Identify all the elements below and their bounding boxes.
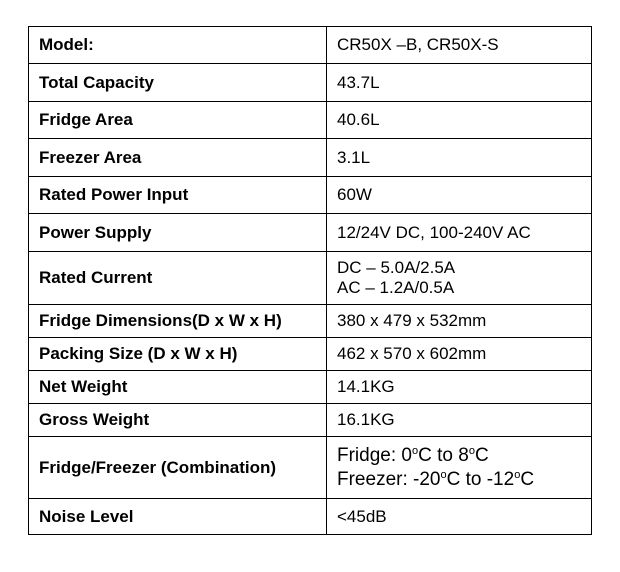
fridge-temp-range [337, 444, 591, 468]
row-value: 43.7L [327, 64, 592, 102]
row-label: Total Capacity [29, 64, 327, 102]
unit-label: C [474, 444, 489, 466]
row-label: Packing Size (D x W x H) [29, 338, 327, 371]
table-row [29, 499, 592, 535]
degree-symbol: o [440, 468, 447, 481]
table-row [29, 437, 592, 499]
row-label: Model: [29, 27, 327, 64]
table-row [29, 252, 592, 305]
row-label: Power Supply [29, 214, 327, 252]
row-label: Noise Level [29, 499, 327, 535]
row-label: Rated Current [29, 252, 327, 305]
table-row [29, 214, 592, 252]
table-row [29, 338, 592, 371]
row-label: Rated Power Input [29, 177, 327, 214]
table-row [29, 64, 592, 102]
freezer-temp-range [337, 468, 591, 492]
unit-label: C [520, 468, 535, 490]
value-line: DC – 5.0A/2.5A [337, 258, 456, 277]
row-value: 16.1KG [327, 404, 592, 437]
table-row [29, 305, 592, 338]
row-value [327, 437, 592, 499]
row-value: 380 x 479 x 532mm [327, 305, 592, 338]
row-value [327, 252, 592, 305]
table-row [29, 371, 592, 404]
table-row [29, 177, 592, 214]
row-label: Fridge Dimensions(D x W x H) [29, 305, 327, 338]
freezer-temp-max: C to -12 [446, 468, 515, 490]
row-value: 40.6L [327, 102, 592, 139]
table-row [29, 139, 592, 177]
table-row [29, 404, 592, 437]
value-line: AC – 1.2A/0.5A [337, 278, 455, 297]
row-value: 462 x 570 x 602mm [327, 338, 592, 371]
fridge-temp-min: Fridge: 0 [337, 444, 412, 466]
row-value: 14.1KG [327, 371, 592, 404]
row-label: Fridge Area [29, 102, 327, 139]
table-row [29, 102, 592, 139]
row-value: 60W [327, 177, 592, 214]
row-value: 3.1L [327, 139, 592, 177]
table-row [29, 27, 592, 64]
row-value: 12/24V DC, 100-240V AC [327, 214, 592, 252]
row-label: Gross Weight [29, 404, 327, 437]
row-value: <45dB [327, 499, 592, 535]
row-value: CR50X –B, CR50X-S [327, 27, 592, 64]
row-label: Freezer Area [29, 139, 327, 177]
degree-symbol: o [514, 468, 521, 481]
row-label: Net Weight [29, 371, 327, 404]
fridge-temp-max: C to 8 [418, 444, 469, 466]
row-label: Fridge/Freezer (Combination) [29, 437, 327, 499]
freezer-temp-min: Freezer: -20 [337, 468, 441, 490]
degree-symbol: o [468, 444, 475, 457]
specs-table [28, 26, 592, 535]
degree-symbol: o [411, 444, 419, 457]
